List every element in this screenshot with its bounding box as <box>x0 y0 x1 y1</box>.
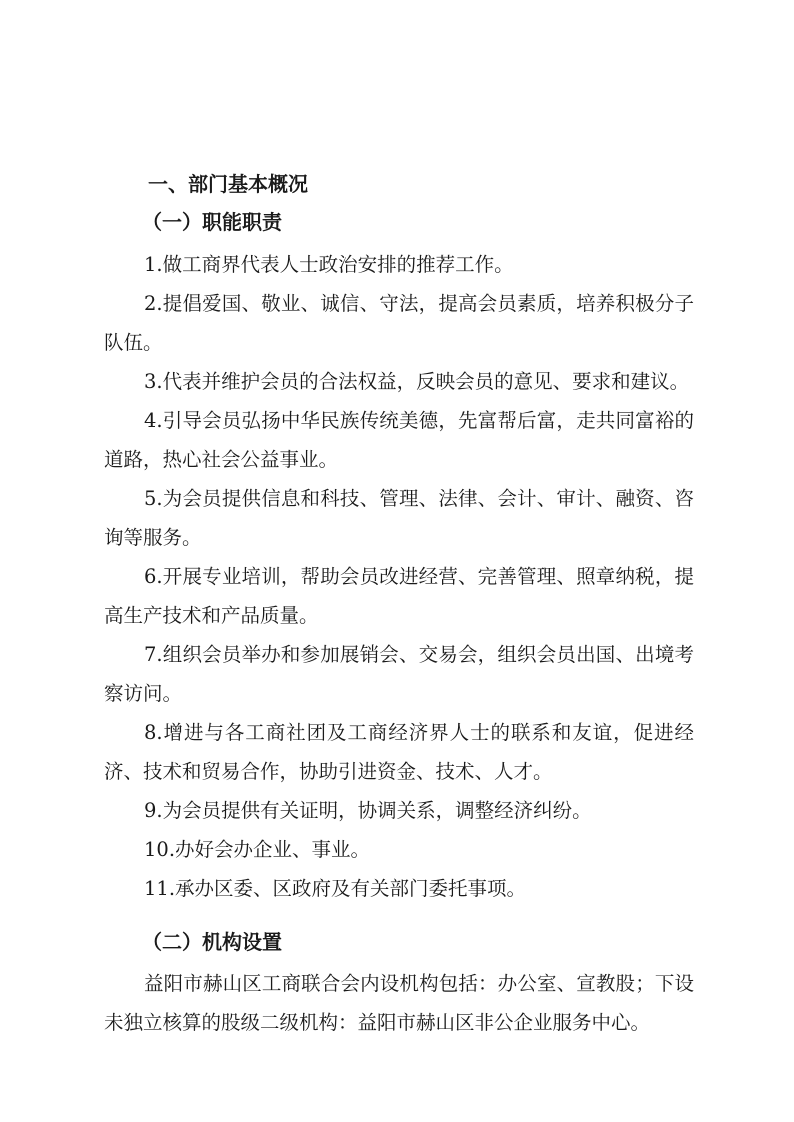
duty-item-1: 1.做工商界代表人士政治安排的推荐工作。 <box>144 253 514 276</box>
duty-item-3: 3.代表并维护会员的合法权益，反映会员的意见、要求和建议。 <box>144 370 690 393</box>
section-heading: 一、部门基本概况 <box>148 172 308 196</box>
duty-item-8: 8.增进与各工商社团及工商经济界人士的联系和友谊，促进经济、技术和贸易合作，协助引进资金、技术、人才。 <box>104 721 694 783</box>
subsection-heading-organization: （二）机构设置 <box>142 930 282 954</box>
duty-item-10: 10.办好会办企业、事业。 <box>144 838 371 861</box>
duty-item-4: 4.引导会员弘扬中华民族传统美德，先富帮后富，走共同富裕的道路，热心社会公益事业。 <box>104 409 694 471</box>
duty-item-6: 6.开展专业培训，帮助会员改进经营、完善管理、照章纳税，提高生产技术和产品质量。 <box>104 565 694 627</box>
subsection-heading-duties: （一）职能职责 <box>142 210 282 234</box>
organization-text: 益阳市赫山区工商联合会内设机构包括：办公室、宣教股；下设未独立核算的股级二级机构：益阳市赫山区非公企业服务中心。 <box>104 972 694 1034</box>
duty-item-7: 7.组织会员举办和参加展销会、交易会，组织会员出国、出境考察访问。 <box>104 643 694 705</box>
duty-item-9: 9.为会员提供有关证明，协调关系，调整经济纠纷。 <box>144 799 592 822</box>
duty-item-11: 11.承办区委、区政府及有关部门委托事项。 <box>144 877 527 900</box>
duty-item-5: 5.为会员提供信息和科技、管理、法律、会计、审计、融资、咨询等服务。 <box>104 487 694 549</box>
duty-item-2: 2.提倡爱国、敬业、诚信、守法，提高会员素质，培养积极分子队伍。 <box>104 292 694 354</box>
